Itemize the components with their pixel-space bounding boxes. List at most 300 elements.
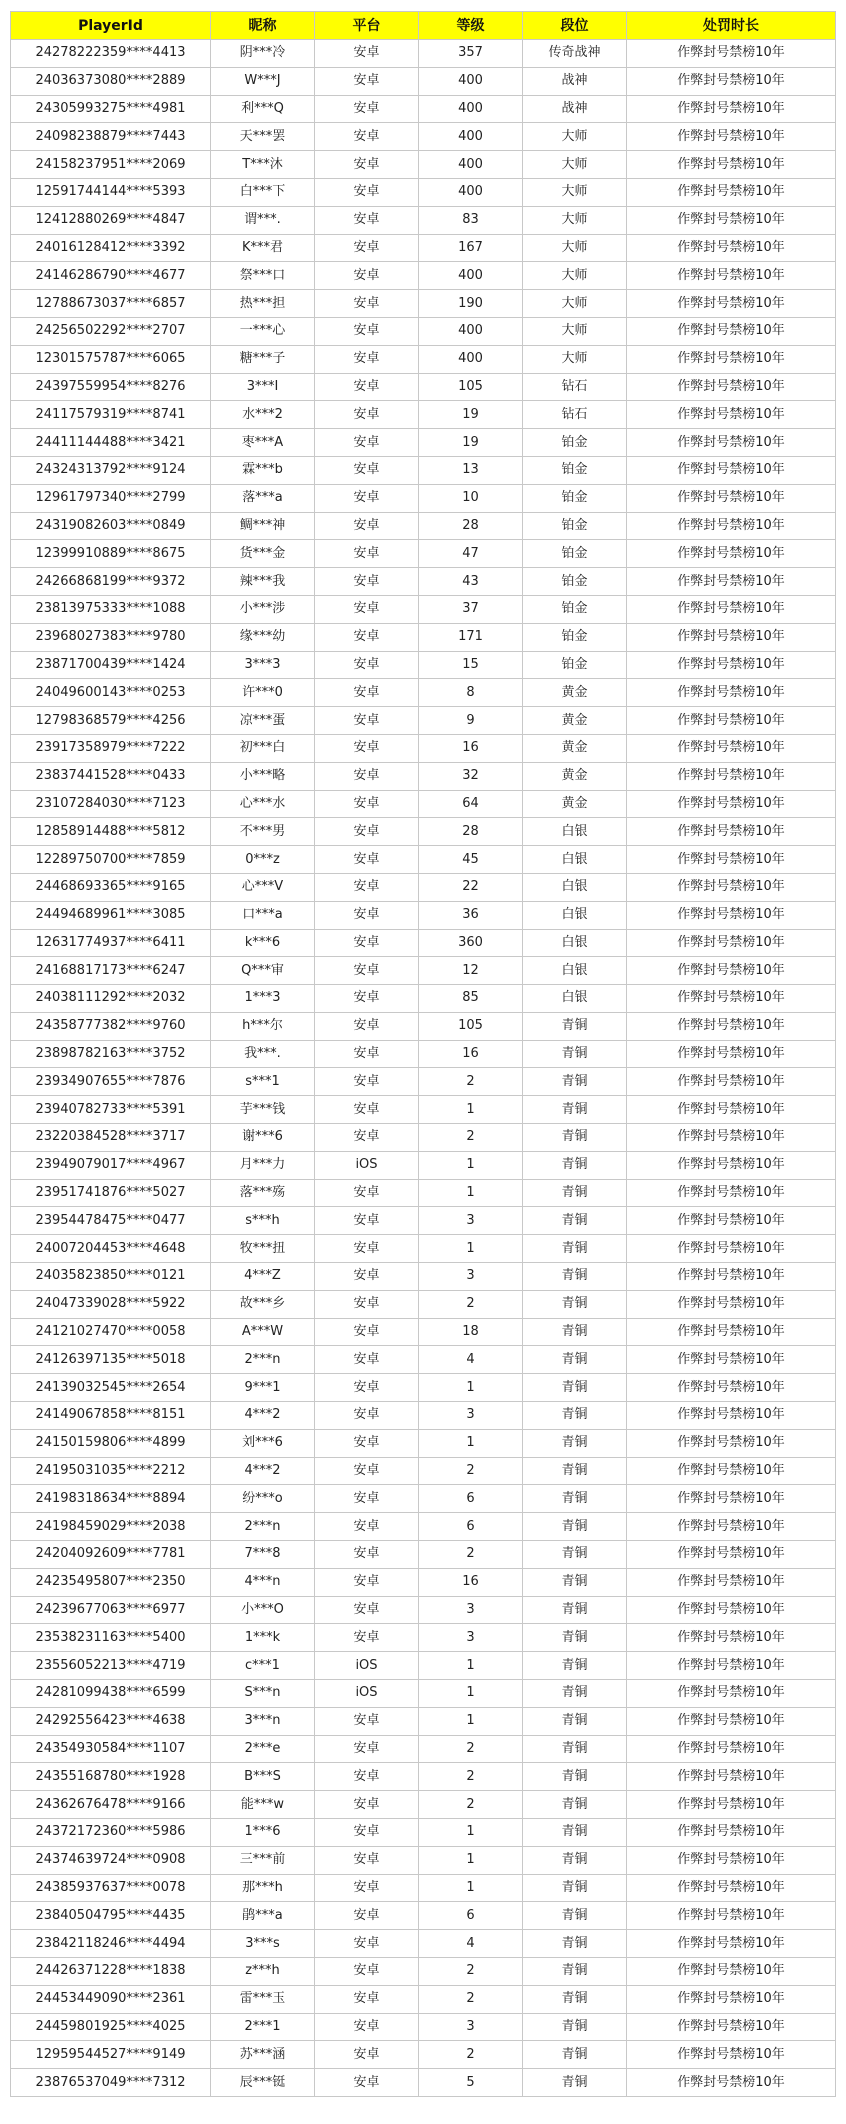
level-cell: 105 xyxy=(419,373,523,401)
level-cell: 19 xyxy=(419,401,523,429)
platform-cell: 安卓 xyxy=(315,1707,419,1735)
penalty-cell: 作弊封号禁榜10年 xyxy=(627,1902,836,1930)
player-id-cell: 23949079017****4967 xyxy=(11,1151,211,1179)
header-rank: 段位 xyxy=(523,12,627,40)
penalty-cell: 作弊封号禁榜10年 xyxy=(627,568,836,596)
nickname-cell: 能***w xyxy=(211,1791,315,1819)
platform-cell: 安卓 xyxy=(315,1957,419,1985)
player-id-cell: 24126397135****5018 xyxy=(11,1346,211,1374)
nickname-cell: s***1 xyxy=(211,1068,315,1096)
table-row xyxy=(11,734,836,762)
platform-cell: 安卓 xyxy=(315,1985,419,2013)
table-row xyxy=(11,1402,836,1430)
player-id-cell: 12399910889****8675 xyxy=(11,540,211,568)
nickname-cell: 月***力 xyxy=(211,1151,315,1179)
table-row xyxy=(11,1902,836,1930)
table-row xyxy=(11,1374,836,1402)
table-row xyxy=(11,67,836,95)
penalty-cell: 作弊封号禁榜10年 xyxy=(627,540,836,568)
penalty-cell: 作弊封号禁榜10年 xyxy=(627,1151,836,1179)
platform-cell: 安卓 xyxy=(315,1263,419,1291)
nickname-cell: 鲷***神 xyxy=(211,512,315,540)
nickname-cell: 一***心 xyxy=(211,317,315,345)
player-id-cell: 23813975333****1088 xyxy=(11,595,211,623)
level-cell: 32 xyxy=(419,762,523,790)
player-id-cell: 24204092609****7781 xyxy=(11,1541,211,1569)
player-id-cell: 24305993275****4981 xyxy=(11,95,211,123)
rank-cell: 青铜 xyxy=(523,1207,627,1235)
table-row xyxy=(11,234,836,262)
penalty-cell: 作弊封号禁榜10年 xyxy=(627,1819,836,1847)
rank-cell: 大师 xyxy=(523,178,627,206)
table-row xyxy=(11,1290,836,1318)
level-cell: 19 xyxy=(419,429,523,457)
level-cell: 400 xyxy=(419,95,523,123)
player-id-cell: 24411144488****3421 xyxy=(11,429,211,457)
player-id-cell: 23107284030****7123 xyxy=(11,790,211,818)
nickname-cell: 谢***6 xyxy=(211,1124,315,1152)
level-cell: 6 xyxy=(419,1485,523,1513)
penalty-cell: 作弊封号禁榜10年 xyxy=(627,1763,836,1791)
player-id-cell: 24292556423****4638 xyxy=(11,1707,211,1735)
platform-cell: iOS xyxy=(315,1680,419,1708)
platform-cell: 安卓 xyxy=(315,1791,419,1819)
penalty-cell: 作弊封号禁榜10年 xyxy=(627,1429,836,1457)
table-row xyxy=(11,1235,836,1263)
table-row xyxy=(11,651,836,679)
nickname-cell: 辣***我 xyxy=(211,568,315,596)
rank-cell: 青铜 xyxy=(523,1846,627,1874)
nickname-cell: S***n xyxy=(211,1680,315,1708)
nickname-cell: 4***2 xyxy=(211,1457,315,1485)
table-row xyxy=(11,595,836,623)
platform-cell: 安卓 xyxy=(315,1374,419,1402)
nickname-cell: Q***审 xyxy=(211,957,315,985)
table-row xyxy=(11,1930,836,1958)
player-id-cell: 12289750700****7859 xyxy=(11,846,211,874)
table-row xyxy=(11,40,836,68)
rank-cell: 铂金 xyxy=(523,568,627,596)
level-cell: 5 xyxy=(419,2069,523,2097)
level-cell: 1 xyxy=(419,1846,523,1874)
rank-cell: 战神 xyxy=(523,95,627,123)
level-cell: 15 xyxy=(419,651,523,679)
ban-list-page xyxy=(10,11,835,2097)
platform-cell: 安卓 xyxy=(315,1846,419,1874)
table-row xyxy=(11,707,836,735)
player-id-cell: 12959544527****9149 xyxy=(11,2041,211,2069)
table-row xyxy=(11,401,836,429)
player-id-cell: 24049600143****0253 xyxy=(11,679,211,707)
level-cell: 9 xyxy=(419,707,523,735)
nickname-cell: 三***前 xyxy=(211,1846,315,1874)
table-row xyxy=(11,2013,836,2041)
platform-cell: 安卓 xyxy=(315,512,419,540)
level-cell: 10 xyxy=(419,484,523,512)
player-id-cell: 24098238879****7443 xyxy=(11,123,211,151)
rank-cell: 白银 xyxy=(523,985,627,1013)
nickname-cell: 1***k xyxy=(211,1624,315,1652)
player-id-cell: 12301575787****6065 xyxy=(11,345,211,373)
player-id-cell: 12631774937****6411 xyxy=(11,929,211,957)
rank-cell: 铂金 xyxy=(523,456,627,484)
level-cell: 105 xyxy=(419,1012,523,1040)
player-id-cell: 24459801925****4025 xyxy=(11,2013,211,2041)
player-id-cell: 24235495807****2350 xyxy=(11,1568,211,1596)
player-id-cell: 24007204453****4648 xyxy=(11,1235,211,1263)
player-id-cell: 24047339028****5922 xyxy=(11,1290,211,1318)
player-id-cell: 24117579319****8741 xyxy=(11,401,211,429)
player-id-cell: 23940782733****5391 xyxy=(11,1096,211,1124)
player-id-cell: 24146286790****4677 xyxy=(11,262,211,290)
platform-cell: 安卓 xyxy=(315,1318,419,1346)
nickname-cell: 3***I xyxy=(211,373,315,401)
level-cell: 2 xyxy=(419,1791,523,1819)
penalty-cell: 作弊封号禁榜10年 xyxy=(627,818,836,846)
platform-cell: iOS xyxy=(315,1151,419,1179)
penalty-cell: 作弊封号禁榜10年 xyxy=(627,290,836,318)
nickname-cell: 苏***涵 xyxy=(211,2041,315,2069)
player-id-cell: 24139032545****2654 xyxy=(11,1374,211,1402)
nickname-cell: 口***a xyxy=(211,901,315,929)
rank-cell: 青铜 xyxy=(523,1957,627,1985)
penalty-cell: 作弊封号禁榜10年 xyxy=(627,1012,836,1040)
rank-cell: 白银 xyxy=(523,901,627,929)
table-row xyxy=(11,1124,836,1152)
platform-cell: 安卓 xyxy=(315,540,419,568)
level-cell: 400 xyxy=(419,67,523,95)
player-id-cell: 23951741876****5027 xyxy=(11,1179,211,1207)
level-cell: 83 xyxy=(419,206,523,234)
penalty-cell: 作弊封号禁榜10年 xyxy=(627,1680,836,1708)
penalty-cell: 作弊封号禁榜10年 xyxy=(627,901,836,929)
player-id-cell: 23220384528****3717 xyxy=(11,1124,211,1152)
nickname-cell: 4***Z xyxy=(211,1263,315,1291)
table-row xyxy=(11,373,836,401)
penalty-cell: 作弊封号禁榜10年 xyxy=(627,345,836,373)
penalty-cell: 作弊封号禁榜10年 xyxy=(627,1235,836,1263)
platform-cell: 安卓 xyxy=(315,595,419,623)
penalty-cell: 作弊封号禁榜10年 xyxy=(627,2041,836,2069)
nickname-cell: 凉***蛋 xyxy=(211,707,315,735)
level-cell: 1 xyxy=(419,1179,523,1207)
penalty-cell: 作弊封号禁榜10年 xyxy=(627,1735,836,1763)
platform-cell: 安卓 xyxy=(315,262,419,290)
rank-cell: 青铜 xyxy=(523,1429,627,1457)
level-cell: 85 xyxy=(419,985,523,1013)
platform-cell: 安卓 xyxy=(315,568,419,596)
player-id-cell: 24195031035****2212 xyxy=(11,1457,211,1485)
platform-cell: 安卓 xyxy=(315,373,419,401)
rank-cell: 青铜 xyxy=(523,1457,627,1485)
rank-cell: 大师 xyxy=(523,290,627,318)
penalty-cell: 作弊封号禁榜10年 xyxy=(627,373,836,401)
platform-cell: 安卓 xyxy=(315,2069,419,2097)
player-id-cell: 23968027383****9780 xyxy=(11,623,211,651)
platform-cell: 安卓 xyxy=(315,873,419,901)
header-nickname: 昵称 xyxy=(211,12,315,40)
penalty-cell: 作弊封号禁榜10年 xyxy=(627,1068,836,1096)
platform-cell: 安卓 xyxy=(315,2013,419,2041)
table-row xyxy=(11,1985,836,2013)
platform-cell: 安卓 xyxy=(315,901,419,929)
table-row xyxy=(11,1485,836,1513)
nickname-cell: A***W xyxy=(211,1318,315,1346)
platform-cell: 安卓 xyxy=(315,790,419,818)
player-id-cell: 24121027470****0058 xyxy=(11,1318,211,1346)
level-cell: 4 xyxy=(419,1346,523,1374)
penalty-cell: 作弊封号禁榜10年 xyxy=(627,1568,836,1596)
player-id-cell: 24198318634****8894 xyxy=(11,1485,211,1513)
nickname-cell: 那***h xyxy=(211,1874,315,1902)
player-id-cell: 23538231163****5400 xyxy=(11,1624,211,1652)
platform-cell: 安卓 xyxy=(315,401,419,429)
table-row xyxy=(11,1096,836,1124)
player-id-cell: 24239677063****6977 xyxy=(11,1596,211,1624)
nickname-cell: 天***罢 xyxy=(211,123,315,151)
platform-cell: 安卓 xyxy=(315,317,419,345)
rank-cell: 铂金 xyxy=(523,595,627,623)
platform-cell: 安卓 xyxy=(315,734,419,762)
penalty-cell: 作弊封号禁榜10年 xyxy=(627,95,836,123)
table-body xyxy=(11,40,836,2097)
table-row xyxy=(11,1707,836,1735)
table-row xyxy=(11,1318,836,1346)
rank-cell: 大师 xyxy=(523,151,627,179)
level-cell: 1 xyxy=(419,1374,523,1402)
penalty-cell: 作弊封号禁榜10年 xyxy=(627,40,836,68)
platform-cell: 安卓 xyxy=(315,1040,419,1068)
platform-cell: 安卓 xyxy=(315,957,419,985)
rank-cell: 大师 xyxy=(523,317,627,345)
penalty-cell: 作弊封号禁榜10年 xyxy=(627,1040,836,1068)
level-cell: 400 xyxy=(419,151,523,179)
level-cell: 1 xyxy=(419,1680,523,1708)
player-id-cell: 23876537049****7312 xyxy=(11,2069,211,2097)
penalty-cell: 作弊封号禁榜10年 xyxy=(627,1874,836,1902)
penalty-cell: 作弊封号禁榜10年 xyxy=(627,206,836,234)
table-row xyxy=(11,818,836,846)
platform-cell: 安卓 xyxy=(315,429,419,457)
platform-cell: 安卓 xyxy=(315,985,419,1013)
penalty-cell: 作弊封号禁榜10年 xyxy=(627,1985,836,2013)
nickname-cell: 枣***A xyxy=(211,429,315,457)
level-cell: 1 xyxy=(419,1235,523,1263)
penalty-cell: 作弊封号禁榜10年 xyxy=(627,1124,836,1152)
table-row xyxy=(11,2069,836,2097)
table-header xyxy=(11,12,836,40)
platform-cell: 安卓 xyxy=(315,1485,419,1513)
platform-cell: 安卓 xyxy=(315,707,419,735)
nickname-cell: 2***n xyxy=(211,1346,315,1374)
nickname-cell: 水***2 xyxy=(211,401,315,429)
player-id-cell: 24266868199****9372 xyxy=(11,568,211,596)
nickname-cell: 白***下 xyxy=(211,178,315,206)
penalty-cell: 作弊封号禁榜10年 xyxy=(627,1652,836,1680)
penalty-cell: 作弊封号禁榜10年 xyxy=(627,985,836,1013)
player-id-cell: 24036373080****2889 xyxy=(11,67,211,95)
nickname-cell: W***J xyxy=(211,67,315,95)
platform-cell: 安卓 xyxy=(315,762,419,790)
level-cell: 400 xyxy=(419,345,523,373)
nickname-cell: 1***3 xyxy=(211,985,315,1013)
penalty-cell: 作弊封号禁榜10年 xyxy=(627,1957,836,1985)
table-row xyxy=(11,568,836,596)
nickname-cell: 货***金 xyxy=(211,540,315,568)
platform-cell: 安卓 xyxy=(315,178,419,206)
penalty-cell: 作弊封号禁榜10年 xyxy=(627,401,836,429)
nickname-cell: 落***殇 xyxy=(211,1179,315,1207)
penalty-cell: 作弊封号禁榜10年 xyxy=(627,651,836,679)
player-id-cell: 24281099438****6599 xyxy=(11,1680,211,1708)
rank-cell: 青铜 xyxy=(523,1124,627,1152)
table-row xyxy=(11,1568,836,1596)
table-row xyxy=(11,151,836,179)
level-cell: 6 xyxy=(419,1513,523,1541)
table-row xyxy=(11,123,836,151)
rank-cell: 青铜 xyxy=(523,1763,627,1791)
rank-cell: 青铜 xyxy=(523,1513,627,1541)
table-row xyxy=(11,206,836,234)
nickname-cell: 小***O xyxy=(211,1596,315,1624)
rank-cell: 白银 xyxy=(523,957,627,985)
level-cell: 28 xyxy=(419,512,523,540)
nickname-cell: K***君 xyxy=(211,234,315,262)
platform-cell: 安卓 xyxy=(315,123,419,151)
level-cell: 1 xyxy=(419,1652,523,1680)
platform-cell: 安卓 xyxy=(315,929,419,957)
rank-cell: 青铜 xyxy=(523,1985,627,2013)
platform-cell: 安卓 xyxy=(315,1096,419,1124)
table-row xyxy=(11,1040,836,1068)
rank-cell: 青铜 xyxy=(523,1624,627,1652)
player-id-cell: 24385937637****0078 xyxy=(11,1874,211,1902)
table-row xyxy=(11,262,836,290)
nickname-cell: 小***涉 xyxy=(211,595,315,623)
penalty-cell: 作弊封号禁榜10年 xyxy=(627,957,836,985)
nickname-cell: 0***z xyxy=(211,846,315,874)
level-cell: 3 xyxy=(419,1207,523,1235)
table-row xyxy=(11,540,836,568)
table-row xyxy=(11,2041,836,2069)
level-cell: 1 xyxy=(419,1707,523,1735)
penalty-cell: 作弊封号禁榜10年 xyxy=(627,1513,836,1541)
table-row xyxy=(11,484,836,512)
rank-cell: 青铜 xyxy=(523,1179,627,1207)
rank-cell: 铂金 xyxy=(523,512,627,540)
platform-cell: 安卓 xyxy=(315,1012,419,1040)
penalty-cell: 作弊封号禁榜10年 xyxy=(627,1485,836,1513)
table-row xyxy=(11,1874,836,1902)
player-id-cell: 24324313792****9124 xyxy=(11,456,211,484)
table-row xyxy=(11,1819,836,1847)
platform-cell: 安卓 xyxy=(315,40,419,68)
platform-cell: 安卓 xyxy=(315,2041,419,2069)
penalty-cell: 作弊封号禁榜10年 xyxy=(627,1207,836,1235)
level-cell: 167 xyxy=(419,234,523,262)
level-cell: 22 xyxy=(419,873,523,901)
level-cell: 400 xyxy=(419,123,523,151)
level-cell: 16 xyxy=(419,734,523,762)
nickname-cell: 3***n xyxy=(211,1707,315,1735)
level-cell: 400 xyxy=(419,317,523,345)
level-cell: 6 xyxy=(419,1902,523,1930)
level-cell: 400 xyxy=(419,178,523,206)
platform-cell: 安卓 xyxy=(315,484,419,512)
penalty-cell: 作弊封号禁榜10年 xyxy=(627,1318,836,1346)
rank-cell: 白银 xyxy=(523,818,627,846)
rank-cell: 铂金 xyxy=(523,484,627,512)
penalty-cell: 作弊封号禁榜10年 xyxy=(627,1263,836,1291)
platform-cell: 安卓 xyxy=(315,1541,419,1569)
penalty-cell: 作弊封号禁榜10年 xyxy=(627,1290,836,1318)
platform-cell: 安卓 xyxy=(315,456,419,484)
nickname-cell: 热***担 xyxy=(211,290,315,318)
rank-cell: 大师 xyxy=(523,345,627,373)
nickname-cell: 4***2 xyxy=(211,1402,315,1430)
table-row xyxy=(11,1957,836,1985)
platform-cell: 安卓 xyxy=(315,1290,419,1318)
nickname-cell: 心***V xyxy=(211,873,315,901)
nickname-cell: 牧***扭 xyxy=(211,1235,315,1263)
player-id-cell: 12798368579****4256 xyxy=(11,707,211,735)
nickname-cell: k***6 xyxy=(211,929,315,957)
rank-cell: 青铜 xyxy=(523,1652,627,1680)
platform-cell: 安卓 xyxy=(315,1235,419,1263)
penalty-cell: 作弊封号禁榜10年 xyxy=(627,734,836,762)
table-row xyxy=(11,345,836,373)
platform-cell: 安卓 xyxy=(315,1124,419,1152)
nickname-cell: 祭***口 xyxy=(211,262,315,290)
rank-cell: 大师 xyxy=(523,234,627,262)
player-id-cell: 24319082603****0849 xyxy=(11,512,211,540)
rank-cell: 铂金 xyxy=(523,651,627,679)
rank-cell: 青铜 xyxy=(523,1680,627,1708)
level-cell: 3 xyxy=(419,1596,523,1624)
table-row xyxy=(11,1680,836,1708)
player-id-cell: 24168817173****6247 xyxy=(11,957,211,985)
rank-cell: 传奇战神 xyxy=(523,40,627,68)
platform-cell: 安卓 xyxy=(315,1819,419,1847)
nickname-cell: 初***白 xyxy=(211,734,315,762)
rank-cell: 青铜 xyxy=(523,1040,627,1068)
nickname-cell: B***S xyxy=(211,1763,315,1791)
player-id-cell: 23934907655****7876 xyxy=(11,1068,211,1096)
penalty-cell: 作弊封号禁榜10年 xyxy=(627,1707,836,1735)
rank-cell: 钻石 xyxy=(523,401,627,429)
level-cell: 1 xyxy=(419,1151,523,1179)
rank-cell: 青铜 xyxy=(523,1374,627,1402)
penalty-cell: 作弊封号禁榜10年 xyxy=(627,1346,836,1374)
table-row xyxy=(11,1207,836,1235)
level-cell: 36 xyxy=(419,901,523,929)
rank-cell: 青铜 xyxy=(523,1318,627,1346)
level-cell: 2 xyxy=(419,1457,523,1485)
nickname-cell: 3***s xyxy=(211,1930,315,1958)
rank-cell: 青铜 xyxy=(523,2013,627,2041)
penalty-cell: 作弊封号禁榜10年 xyxy=(627,623,836,651)
level-cell: 28 xyxy=(419,818,523,846)
player-id-cell: 23842118246****4494 xyxy=(11,1930,211,1958)
player-id-cell: 24354930584****1107 xyxy=(11,1735,211,1763)
nickname-cell: 2***n xyxy=(211,1513,315,1541)
penalty-cell: 作弊封号禁榜10年 xyxy=(627,2013,836,2041)
player-id-cell: 24355168780****1928 xyxy=(11,1763,211,1791)
player-id-cell: 23837441528****0433 xyxy=(11,762,211,790)
player-id-cell: 24362676478****9166 xyxy=(11,1791,211,1819)
table-row xyxy=(11,1624,836,1652)
penalty-cell: 作弊封号禁榜10年 xyxy=(627,262,836,290)
